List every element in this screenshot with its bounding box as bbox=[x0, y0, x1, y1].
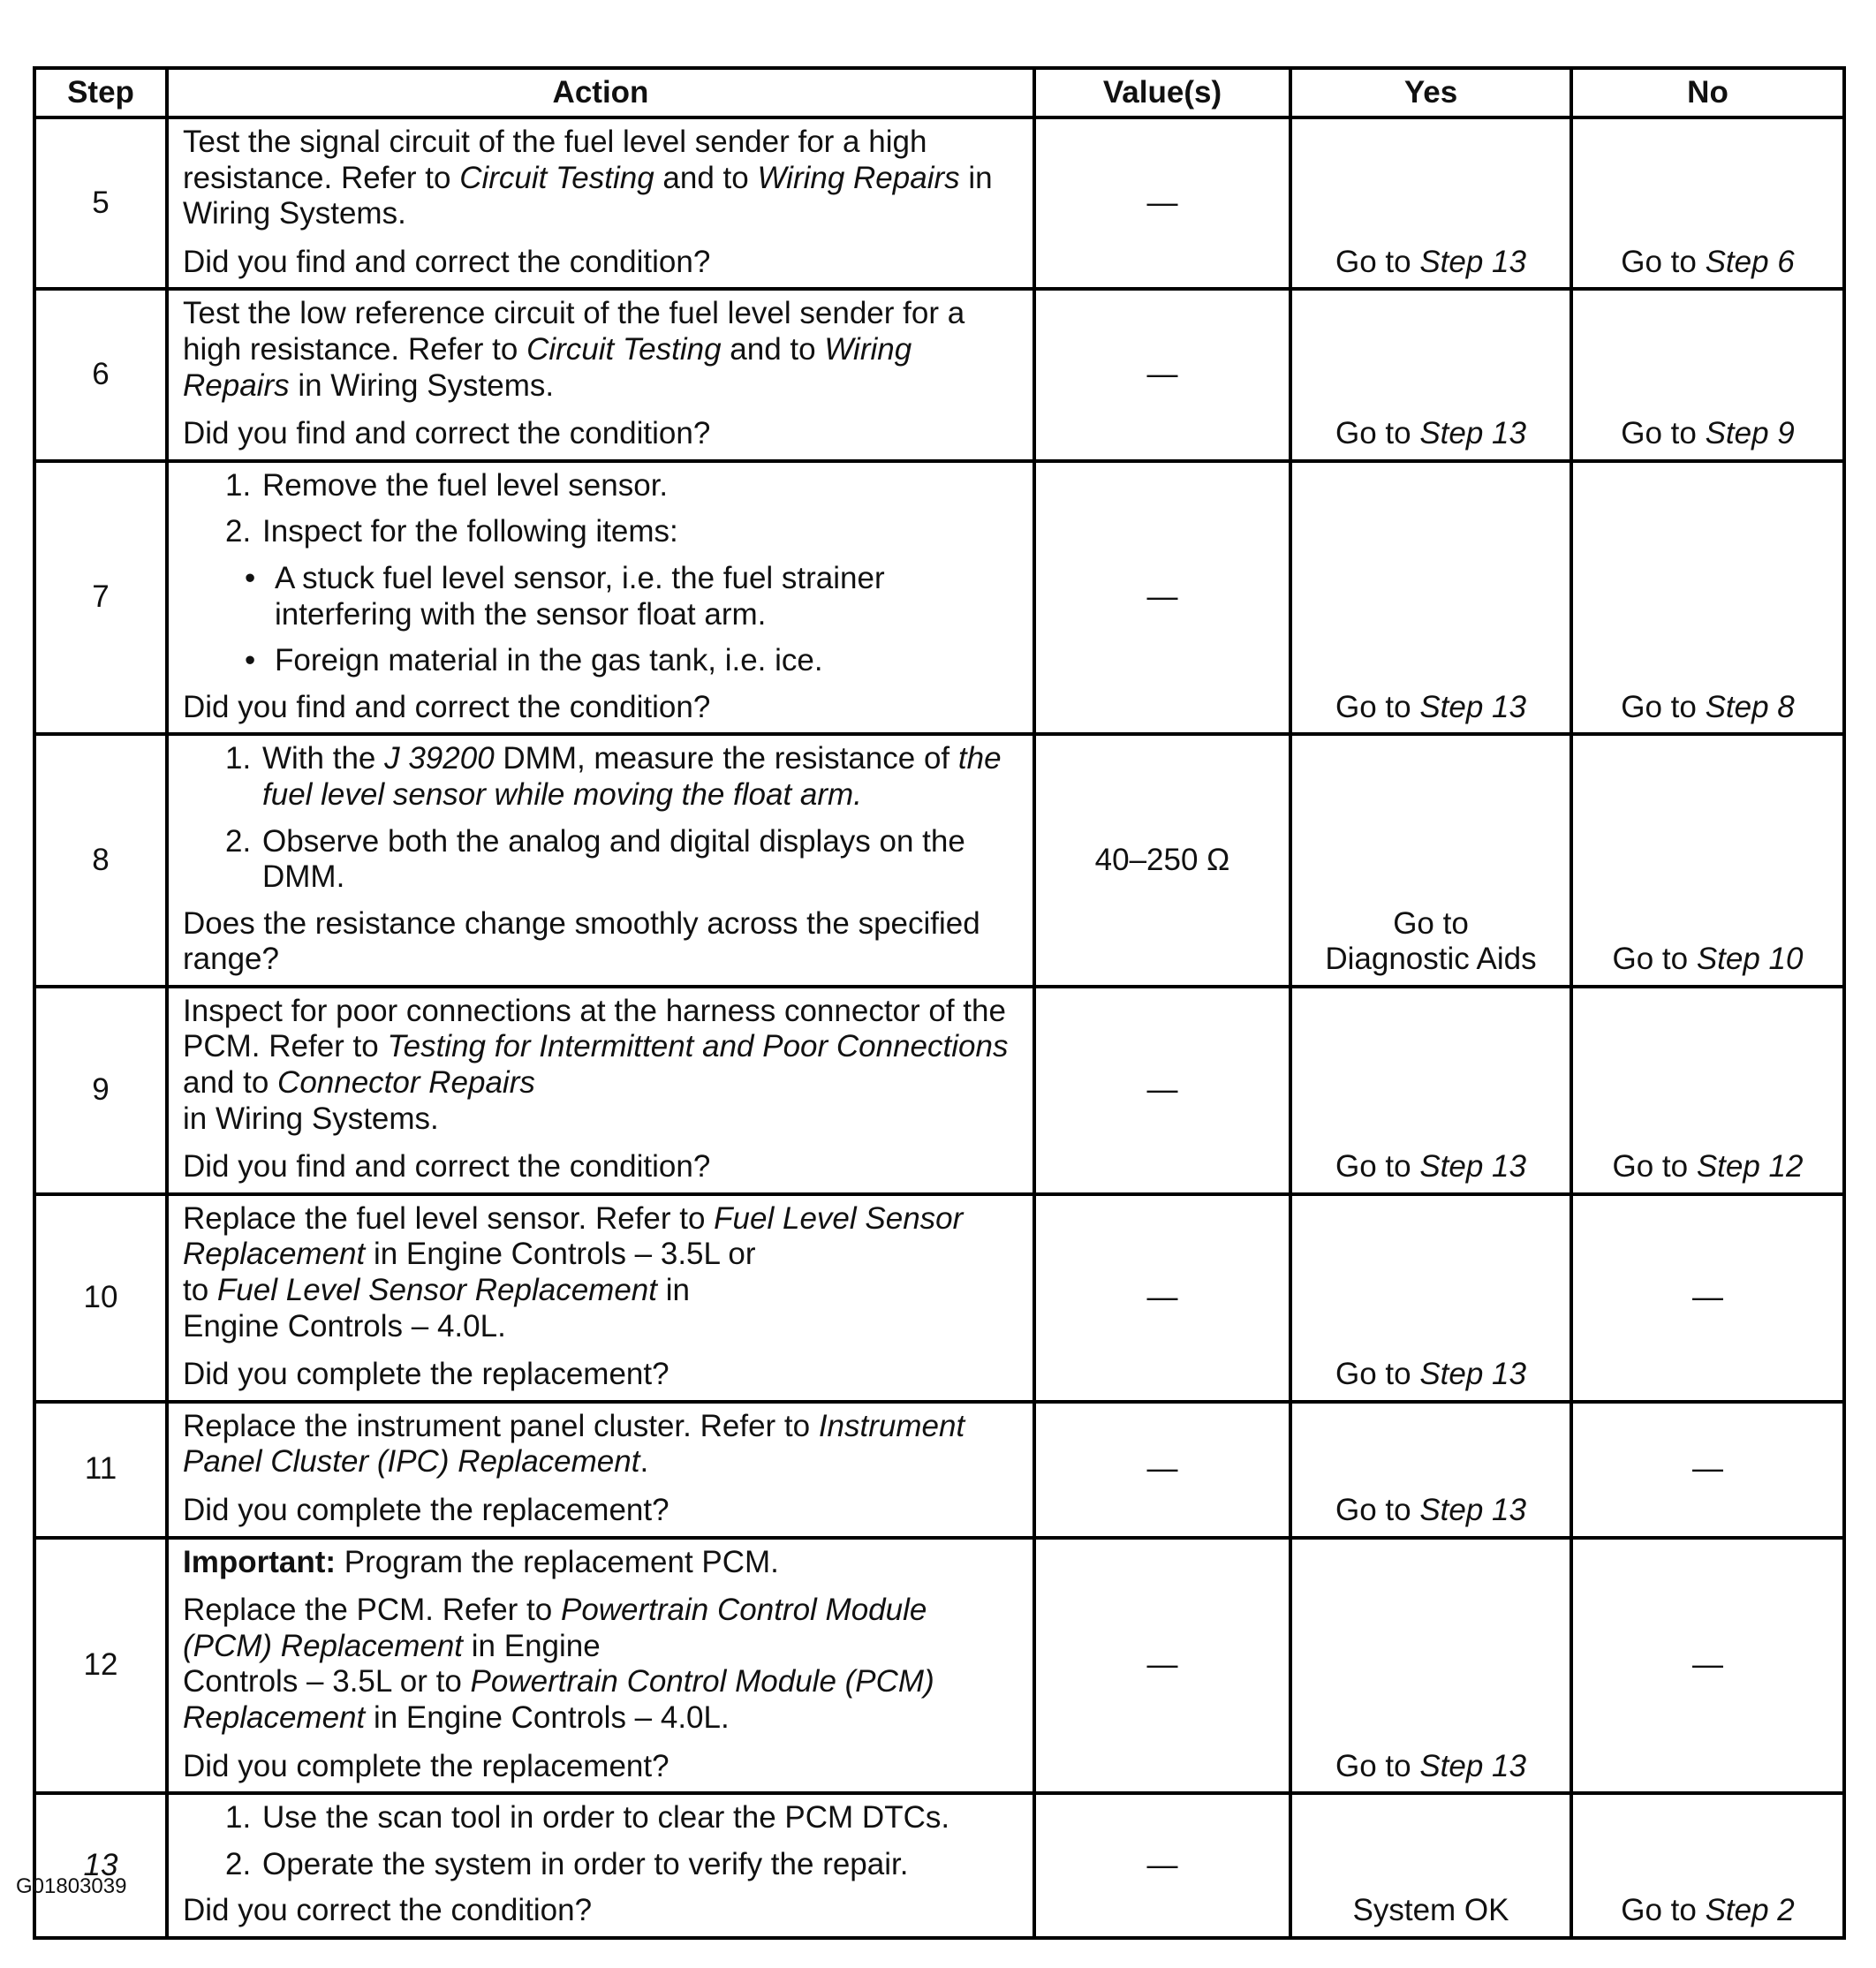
action-cell bbox=[167, 1793, 1034, 1938]
action-text: Replace the fuel level sensor. Refer to Fuel Level Sensor Replacement in Engine Controls – 3.5L or to Fuel Level Sensor Replacement in Engine Controls – 4.0L. bbox=[183, 1200, 964, 1344]
value-cell: 40–250 Ω bbox=[1034, 734, 1290, 987]
no-cell: Go to Step 2 bbox=[1571, 1793, 1844, 1938]
step-number: 10 bbox=[34, 1194, 167, 1402]
value-cell: — bbox=[1034, 1402, 1290, 1538]
step-number: 11 bbox=[34, 1402, 167, 1538]
table-row bbox=[34, 987, 1844, 1194]
header-action: Action bbox=[167, 68, 1034, 117]
step-number: 8 bbox=[34, 734, 167, 987]
action-text: Replace the PCM. Refer to Powertrain Control Module (PCM) Replacement in Engine Controls – 3.5L or to Powertrain Control Module (PCM) Replacement in Engine Controls – 4.0L. bbox=[183, 1593, 934, 1735]
figure-id: G01803039 bbox=[16, 1874, 127, 1898]
action-text: Replace the instrument panel cluster. Refer to Instrument Panel Cluster (IPC) Replacement. bbox=[183, 1408, 965, 1480]
value-cell: — bbox=[1034, 461, 1290, 735]
no-cell: Go to Step 6 bbox=[1571, 117, 1844, 289]
no-cell: Go to Step 8 bbox=[1571, 461, 1844, 735]
action-question: Did you find and correct the condition? bbox=[183, 244, 711, 279]
action-cell bbox=[167, 1402, 1034, 1538]
numbered-list bbox=[225, 1800, 1020, 1882]
value-cell: — bbox=[1034, 1538, 1290, 1794]
step-number: 5 bbox=[34, 117, 167, 289]
table-row bbox=[34, 1793, 1844, 1938]
action-question: Did you find and correct the condition? bbox=[183, 1149, 711, 1185]
value-cell: — bbox=[1034, 289, 1290, 460]
numbered-list bbox=[225, 468, 1020, 550]
action-cell bbox=[167, 734, 1034, 987]
value-cell: — bbox=[1034, 117, 1290, 289]
diagnostic-table bbox=[33, 66, 1846, 1940]
bullet-list bbox=[245, 561, 1020, 679]
yes-cell: Go to Step 13 bbox=[1290, 289, 1571, 460]
header-no: No bbox=[1571, 68, 1844, 117]
yes-cell: System OK bbox=[1290, 1793, 1571, 1938]
step-number: 12 bbox=[34, 1538, 167, 1794]
yes-cell: Go to Step 13 bbox=[1290, 461, 1571, 735]
yes-cell: Go to Step 13 bbox=[1290, 1194, 1571, 1402]
no-cell: Go to Step 9 bbox=[1571, 289, 1844, 460]
value-cell: — bbox=[1034, 1793, 1290, 1938]
list-item: 2. Inspect for the following items: bbox=[225, 514, 678, 549]
header-yes: Yes bbox=[1290, 68, 1571, 117]
step-number: 9 bbox=[34, 987, 167, 1194]
action-question: Did you complete the replacement? bbox=[183, 1357, 669, 1392]
table-row bbox=[34, 1402, 1844, 1538]
table-row bbox=[34, 1538, 1844, 1794]
action-text: Inspect for poor connections at the harness connector of the PCM. Refer to Testing for Intermittent and Poor Connections and to Connector Repairs in Wiring Systems. bbox=[183, 993, 1009, 1136]
no-cell: — bbox=[1571, 1402, 1844, 1538]
action-question: Does the resistance change smoothly across the specified range? bbox=[183, 905, 980, 977]
list-item: 1. Remove the fuel level sensor. bbox=[225, 467, 669, 503]
action-cell bbox=[167, 117, 1034, 289]
action-question: Did you complete the replacement? bbox=[183, 1493, 669, 1527]
list-item: 1. Use the scan tool in order to clear the PCM DTCs. bbox=[225, 1800, 950, 1836]
yes-cell: Go to Diagnostic Aids bbox=[1290, 734, 1571, 987]
yes-cell: Go to Step 13 bbox=[1290, 1402, 1571, 1538]
header-values: Value(s) bbox=[1034, 68, 1290, 117]
step-number: 6 bbox=[34, 289, 167, 460]
bullet-item: • Foreign material in the gas tank, i.e. ice. bbox=[245, 643, 823, 678]
no-cell: Go to Step 12 bbox=[1571, 987, 1844, 1194]
value-cell: — bbox=[1034, 987, 1290, 1194]
no-cell: — bbox=[1571, 1194, 1844, 1402]
important-note: Important: Program the replacement PCM. bbox=[183, 1544, 779, 1579]
step-number: 13 bbox=[34, 1793, 167, 1938]
table-row bbox=[34, 461, 1844, 735]
list-item: 2. Operate the system in order to verify the repair. bbox=[225, 1846, 909, 1881]
action-cell bbox=[167, 1194, 1034, 1402]
action-question: Did you find and correct the condition? bbox=[183, 416, 711, 451]
action-text: Test the low reference circuit of the fuel level sender for a high resistance. Refer to Circuit Testing and to Wiring Repairs in Wiring Systems. bbox=[183, 296, 965, 403]
header-step: Step bbox=[34, 68, 167, 117]
action-cell bbox=[167, 461, 1034, 735]
value-cell: — bbox=[1034, 1194, 1290, 1402]
step-number: 7 bbox=[34, 461, 167, 735]
action-question: Did you find and correct the condition? bbox=[183, 689, 711, 724]
table-row bbox=[34, 734, 1844, 987]
bullet-item: • A stuck fuel level sensor, i.e. the fuel strainer interfering with the sensor float arm. bbox=[245, 560, 885, 632]
action-cell bbox=[167, 289, 1034, 460]
list-item: 2. Observe both the analog and digital displays on the DMM. bbox=[225, 823, 965, 895]
table-row bbox=[34, 289, 1844, 460]
header-row bbox=[34, 68, 1844, 117]
yes-cell: Go to Step 13 bbox=[1290, 1538, 1571, 1794]
yes-cell: Go to Step 13 bbox=[1290, 117, 1571, 289]
action-cell bbox=[167, 1538, 1034, 1794]
table-row bbox=[34, 1194, 1844, 1402]
action-question: Did you correct the condition? bbox=[183, 1893, 593, 1928]
table-row bbox=[34, 117, 1844, 289]
numbered-list bbox=[225, 741, 1020, 895]
action-cell bbox=[167, 987, 1034, 1194]
action-text: Test the signal circuit of the fuel level sender for a high resistance. Refer to Circuit Testing and to Wiring Repairs in Wiring Systems. bbox=[183, 125, 993, 231]
no-cell: — bbox=[1571, 1538, 1844, 1794]
list-item: 1. With the J 39200 DMM, measure the resistance of the fuel level sensor while moving the float arm. bbox=[225, 741, 1002, 812]
action-question: Did you complete the replacement? bbox=[183, 1748, 669, 1783]
no-cell: Go to Step 10 bbox=[1571, 734, 1844, 987]
yes-cell: Go to Step 13 bbox=[1290, 987, 1571, 1194]
